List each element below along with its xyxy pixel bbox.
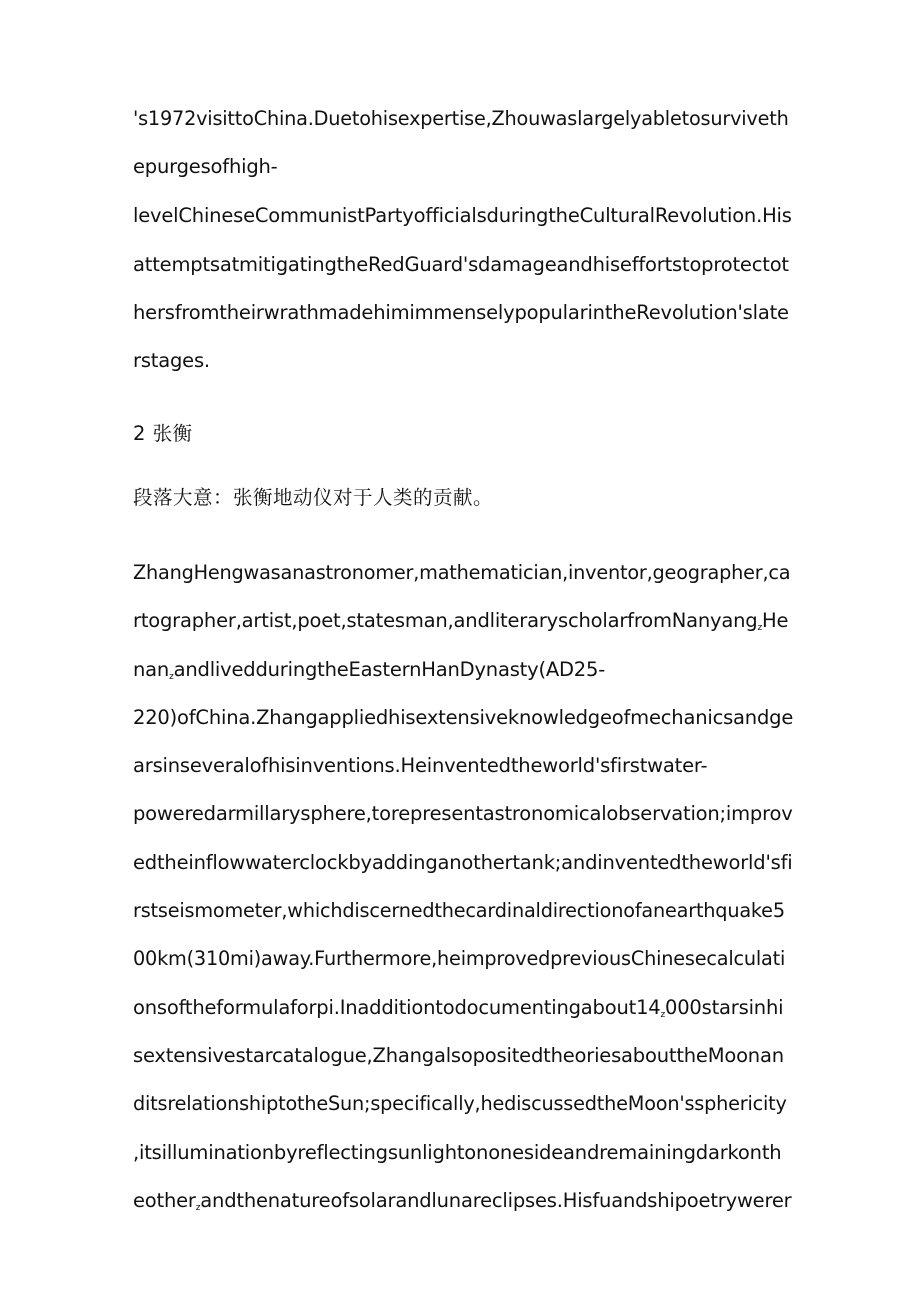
text-line: hersfromtheirwrathmadehimimmenselypopularintheRevolution'slate [133,301,789,324]
section-heading: 2 张衡 [133,422,193,445]
text-line: rstages. [133,349,210,372]
text-line [133,996,793,1020]
text-line: 's1972visittoChina.Duetohisexpertise,Zhouwaslargelyabletosurviveth [133,107,789,130]
text-line: 00km(310mi)away.Furthermore,heimprovedpreviousChinesecalculati [133,947,786,970]
text-line: ZhangHengwasanastronomer,mathematician,inventor,geographer,ca [133,561,791,584]
text-line [133,658,793,682]
text-line [133,1189,793,1213]
text-segment: onsoftheformulaforpi.Inadditiontodocumentingabout14 [133,996,661,1019]
subscript-mark: z [195,1203,201,1213]
subscript-mark: z [660,1010,666,1020]
text-line: epurgesofhigh- [133,155,278,178]
text-line: ,itsilluminationbyreflectingsunlightononesideandremainingdarkonth [133,1141,782,1164]
text-line: ditsrelationshiptotheSun;specifically,hediscussedtheMoon'ssphericity [133,1092,787,1115]
text-segment: 000starsinhi [665,996,784,1019]
text-segment: He [762,609,789,632]
subscript-mark: z [169,672,174,682]
text-segment: eother [133,1189,196,1212]
subscript-mark: z [757,623,763,633]
text-line: sextensivestarcatalogue,ZhangalsopositedtheoriesabouttheMoonan [133,1044,784,1067]
text-line: levelChineseCommunistPartyofficialsduringtheCulturalRevolution.His [133,204,792,227]
text-segment: rtographer,artist,poet,statesman,andliteraryscholarfromNanyang [133,609,758,632]
text-segment: andlivedduringtheEasternHanDynasty(AD25- [173,658,606,681]
text-line: 220)ofChina.Zhangappliedhisextensiveknowledgeofmechanicsandge [133,706,794,729]
text-line: edtheinflowwaterclockbyaddinganothertank;andinventedtheworld'sfi [133,851,793,874]
text-line: attemptsatmitigatingtheRedGuard'sdamageandhiseffortstoprotectot [133,253,789,276]
text-line: rstseismometer,whichdiscernedthecardinaldirectionofanearthquake5 [133,899,785,922]
text-line: arsinseveralofhisinventions.Heinventedtheworld'sfirstwater- [133,754,708,777]
text-segment: nan [133,658,170,681]
text-line: poweredarmillarysphere,torepresentastronomicalobservation;improv [133,802,793,825]
text-segment: andthenatureofsolarandlunareclipses.Hisfuandshipoetrywerer [200,1189,792,1212]
paragraph-summary: 段落大意：张衡地动仪对于人类的贡献。 [133,486,494,509]
text-line [133,609,793,633]
